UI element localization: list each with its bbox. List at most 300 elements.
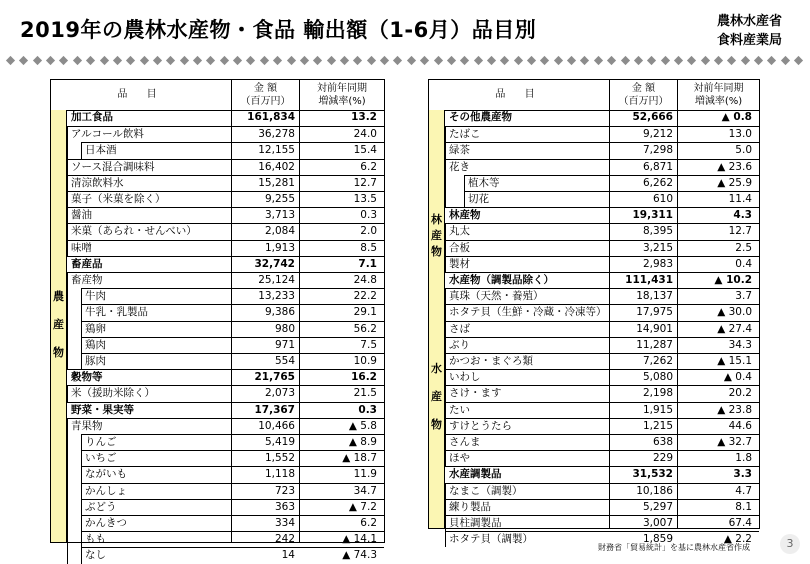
- divider-dot: [19, 56, 28, 65]
- item-name: 緑茶: [449, 144, 470, 157]
- category-band-agri-other: [429, 110, 445, 207]
- item-rate: 10.9: [353, 355, 377, 367]
- indent-line: [67, 434, 68, 450]
- item-name: 畜産品: [71, 257, 103, 270]
- indent-line: [67, 483, 68, 499]
- source-note: 財務省「貿易統計」を基に農林水産省作成: [598, 543, 750, 552]
- item-rate: ▲ 5.8: [348, 419, 377, 432]
- item-amount: 9,386: [264, 306, 295, 319]
- indent-line: [67, 159, 68, 175]
- item-rate: 16.2: [351, 371, 377, 384]
- item-name: さば: [449, 322, 470, 335]
- table-row: [81, 515, 384, 531]
- indent-line: [67, 288, 68, 304]
- item-rate: 24.8: [353, 274, 377, 286]
- table-row: [67, 240, 384, 256]
- table-row: [67, 402, 384, 418]
- table-row: [445, 385, 759, 401]
- divider-dot: [607, 56, 616, 65]
- item-amount: 7,298: [642, 144, 673, 157]
- divider-dot: [487, 56, 496, 65]
- item-name: 穀物等: [71, 371, 103, 384]
- item-name: かんきつ: [85, 517, 127, 529]
- indent-line: [67, 418, 68, 434]
- divider-dot: [99, 56, 108, 65]
- indent-line: [464, 191, 465, 207]
- indent-line: [67, 385, 68, 401]
- header-rate-label: 対前年同期: [317, 83, 367, 94]
- table-row: [81, 434, 384, 450]
- table-row: [81, 483, 384, 499]
- item-rate: 29.1: [353, 306, 377, 319]
- item-rate: 6.2: [360, 160, 377, 173]
- item-name: 真珠（天然・養殖）: [449, 290, 544, 303]
- divider-dot: [727, 56, 736, 65]
- item-amount: 2,073: [264, 387, 295, 400]
- page-number: 3: [780, 534, 800, 554]
- table-row: [464, 191, 759, 207]
- left-table: [50, 79, 385, 562]
- table-row: [445, 466, 759, 482]
- table-row: [445, 288, 759, 304]
- table-row: [81, 304, 384, 320]
- category-band-forest: [429, 207, 445, 272]
- item-rate: 8.5: [360, 241, 377, 254]
- item-rate: 12.7: [353, 176, 377, 189]
- table-row: [67, 223, 384, 239]
- item-amount: 242: [274, 533, 295, 546]
- item-amount: 610: [652, 193, 673, 205]
- header-rate-label: 対前年同期: [693, 83, 744, 94]
- item-amount: 31,532: [632, 468, 673, 481]
- indent-line: [445, 483, 446, 499]
- item-name: ホタテ貝（生鮮・冷蔵・冷凍等）: [449, 306, 607, 319]
- item-name: 加工食品: [71, 111, 113, 123]
- item-name: 清涼飲料水: [71, 176, 124, 189]
- indent-line: [445, 304, 446, 320]
- divider-dot: [594, 56, 603, 65]
- item-amount: 554: [274, 355, 295, 367]
- divider-dot: [687, 56, 696, 65]
- indent-line: [81, 337, 82, 353]
- item-name: 青果物: [71, 419, 103, 432]
- divider-dot: [767, 56, 776, 65]
- divider-dot: [754, 56, 763, 65]
- item-amount: 3,713: [264, 209, 295, 222]
- table-row: [445, 223, 759, 239]
- item-amount: 12,155: [258, 144, 295, 157]
- divider-dot: [6, 56, 15, 65]
- item-name: アルコール飲料: [71, 128, 144, 141]
- divider-dot: [714, 56, 723, 65]
- header-amount: [231, 80, 299, 110]
- item-amount: 32,742: [254, 257, 295, 270]
- item-rate: 34.7: [353, 484, 377, 497]
- indent-line: [81, 321, 82, 337]
- right-table-header: [429, 80, 759, 111]
- item-name: すけとうたら: [449, 419, 512, 432]
- item-amount: 52,666: [632, 111, 673, 123]
- item-rate: 7.5: [360, 338, 377, 351]
- indent-line: [81, 515, 82, 531]
- indent-line: [67, 272, 68, 288]
- table-row: [81, 321, 384, 337]
- indent-line: [67, 515, 68, 531]
- divider-dot: [514, 56, 523, 65]
- item-rate: 20.2: [728, 387, 752, 400]
- header-amount-label: 金 額: [253, 83, 278, 94]
- item-amount: 11,287: [636, 338, 673, 351]
- indent-line: [445, 191, 446, 207]
- table-row: [445, 272, 759, 288]
- item-rate: 22.2: [353, 290, 377, 303]
- indent-line: [81, 483, 82, 499]
- divider-dot: [46, 56, 55, 65]
- indent-line: [81, 547, 82, 563]
- right-table: [428, 79, 760, 546]
- table-row: [67, 272, 384, 288]
- table-row: [81, 531, 384, 547]
- item-name: 畜産物: [71, 274, 103, 286]
- item-rate: 5.0: [735, 144, 752, 157]
- item-rate: ▲ 0.8: [721, 111, 752, 123]
- table-row: [445, 369, 759, 385]
- table-row: [445, 515, 759, 531]
- header-rate: [299, 80, 384, 110]
- divider-dot: [327, 56, 336, 65]
- item-rate: 0.4: [735, 257, 752, 270]
- table-row: [81, 337, 384, 353]
- item-rate: ▲ 25.9: [717, 176, 752, 189]
- item-amount: 10,186: [636, 484, 673, 497]
- indent-line: [67, 175, 68, 191]
- item-name: いちご: [85, 452, 117, 465]
- item-rate: 34.3: [728, 338, 752, 351]
- item-name: たばこ: [449, 128, 481, 141]
- table-row: [67, 191, 384, 207]
- item-name: 花き: [449, 160, 470, 173]
- divider-dot: [420, 56, 429, 65]
- indent-line: [67, 353, 68, 369]
- item-name: 製材: [449, 257, 470, 270]
- item-name: りんご: [85, 436, 117, 448]
- table-row: [81, 142, 384, 158]
- item-amount: 3,215: [642, 241, 673, 254]
- band-fish-char-2: 産: [431, 390, 442, 403]
- item-name: 豚肉: [85, 355, 106, 367]
- item-amount: 5,080: [642, 371, 673, 384]
- indent-line: [67, 450, 68, 466]
- item-rate: 13.2: [351, 111, 377, 123]
- table-row: [81, 353, 384, 369]
- item-rate: 67.4: [728, 517, 752, 529]
- table-row: [464, 175, 759, 191]
- item-amount: 36,278: [258, 128, 295, 141]
- item-name: 醤油: [71, 209, 92, 222]
- item-amount: 5,419: [264, 436, 295, 448]
- table-row: [67, 256, 384, 272]
- indent-line: [81, 353, 82, 369]
- page-title: 2019年の農林水産物・食品 輸出額（1-6月）品目別: [20, 18, 537, 42]
- item-rate: 11.4: [728, 193, 752, 205]
- item-amount: 10,466: [258, 419, 295, 432]
- item-rate: 44.6: [728, 419, 752, 432]
- item-name: さんま: [449, 436, 481, 448]
- item-name: 水産調製品: [449, 468, 502, 481]
- table-row: [445, 418, 759, 434]
- divider-dot: [367, 56, 376, 65]
- item-rate: 4.7: [735, 484, 752, 497]
- indent-line: [67, 223, 68, 239]
- indent-line: [445, 256, 446, 272]
- table-row: [445, 402, 759, 418]
- divider-dot: [781, 56, 790, 65]
- item-name: ほや: [449, 452, 470, 465]
- item-amount: 13,233: [258, 290, 295, 303]
- divider-dot: [180, 56, 189, 65]
- item-name: 植木等: [468, 176, 500, 189]
- indent-line: [67, 126, 68, 142]
- item-amount: 3,007: [642, 517, 673, 529]
- item-name: たい: [449, 403, 470, 416]
- header-rate-unit: 増減率(%): [694, 96, 743, 107]
- item-amount: 6,871: [642, 160, 673, 173]
- divider-dot: [794, 56, 803, 65]
- indent-line: [445, 450, 446, 466]
- table-row: [67, 159, 384, 175]
- indent-line: [445, 223, 446, 239]
- item-rate: ▲ 30.0: [717, 306, 752, 319]
- indent-line: [445, 531, 446, 547]
- item-amount: 9,212: [642, 128, 673, 141]
- table-row: [445, 110, 759, 126]
- item-amount: 25,124: [258, 274, 295, 286]
- indent-line: [445, 499, 446, 515]
- item-name: 菓子（米菓を除く）: [71, 193, 166, 205]
- indent-line: [67, 321, 68, 337]
- item-amount: 980: [274, 322, 295, 335]
- divider-dot: [447, 56, 456, 65]
- table-row: [81, 450, 384, 466]
- divider-dot: [246, 56, 255, 65]
- divider-dot: [473, 56, 482, 65]
- item-rate: ▲ 74.3: [342, 549, 377, 562]
- divider-dot: [260, 56, 269, 65]
- table-row: [445, 483, 759, 499]
- indent-line: [445, 402, 446, 418]
- item-amount: 111,431: [625, 274, 673, 286]
- table-row: [445, 434, 759, 450]
- divider-dot: [393, 56, 402, 65]
- item-rate: 13.0: [728, 128, 752, 141]
- band-forest-char-2: 産: [431, 229, 442, 242]
- table-row: [67, 126, 384, 142]
- item-rate: 1.8: [735, 452, 752, 465]
- table-row: [445, 207, 759, 223]
- item-amount: 6,262: [642, 176, 673, 189]
- divider-dot: [126, 56, 135, 65]
- item-amount: 723: [274, 484, 295, 497]
- item-amount: 334: [274, 517, 295, 529]
- item-name: 野菜・果実等: [71, 403, 134, 416]
- table-row: [81, 547, 384, 563]
- org-ministry: 農林水産省: [716, 14, 782, 29]
- indent-line: [445, 321, 446, 337]
- divider-dot: [407, 56, 416, 65]
- divider-dot: [340, 56, 349, 65]
- item-name: ぶどう: [85, 500, 117, 513]
- divider-dot: [433, 56, 442, 65]
- indent-line: [81, 434, 82, 450]
- indent-line: [445, 353, 446, 369]
- indent-line: [67, 547, 68, 563]
- divider-dot: [620, 56, 629, 65]
- item-rate: 4.3: [733, 209, 752, 222]
- band-agri-char-1: 農: [53, 290, 64, 303]
- divider-dot: [193, 56, 202, 65]
- divider-dot: [634, 56, 643, 65]
- item-name: 日本酒: [85, 144, 117, 157]
- org-bureau: 食料産業局: [716, 33, 782, 48]
- header-amount: [609, 80, 677, 110]
- indent-line: [67, 240, 68, 256]
- indent-line: [67, 142, 68, 158]
- item-name: 練り製品: [449, 500, 491, 513]
- indent-line: [445, 159, 446, 175]
- item-rate: ▲ 15.1: [717, 355, 752, 367]
- table-row: [445, 450, 759, 466]
- item-rate: 11.9: [353, 468, 377, 481]
- indent-line: [81, 142, 82, 158]
- category-band-agri: [51, 110, 67, 542]
- item-rate: 56.2: [353, 322, 377, 335]
- divider-dot: [661, 56, 670, 65]
- indent-line: [445, 418, 446, 434]
- item-rate: ▲ 8.9: [348, 436, 377, 448]
- item-rate: 6.2: [360, 517, 377, 529]
- indent-line: [81, 531, 82, 547]
- item-name: 味噌: [71, 241, 92, 254]
- item-name: なし: [85, 549, 106, 562]
- header-item: 品 目: [495, 89, 543, 100]
- indent-line: [67, 207, 68, 223]
- indent-line: [81, 304, 82, 320]
- item-rate: 2.0: [360, 225, 377, 238]
- item-amount: 21,765: [254, 371, 295, 384]
- divider-dot: [527, 56, 536, 65]
- indent-line: [67, 466, 68, 482]
- item-amount: 15,281: [258, 176, 295, 189]
- item-name: その他農産物: [449, 111, 512, 123]
- indent-line: [445, 175, 446, 191]
- table-row: [67, 207, 384, 223]
- divider-dot: [59, 56, 68, 65]
- item-amount: 363: [274, 500, 295, 513]
- item-name: 米（援助米除く）: [71, 387, 155, 400]
- table-row: [81, 466, 384, 482]
- table-row: [67, 418, 384, 434]
- item-amount: 2,198: [642, 387, 673, 400]
- item-amount: 9,255: [264, 193, 295, 205]
- item-amount: 7,262: [642, 355, 673, 367]
- header-amount-label: 金 額: [631, 83, 656, 94]
- dotted-divider: [6, 56, 804, 66]
- item-name: 合板: [449, 241, 470, 254]
- item-amount: 2,084: [264, 225, 295, 238]
- item-amount: 8,395: [642, 225, 673, 238]
- divider-dot: [273, 56, 282, 65]
- divider-dot: [140, 56, 149, 65]
- table-row: [445, 304, 759, 320]
- item-rate: 8.1: [735, 500, 752, 513]
- item-rate: 0.3: [360, 209, 377, 222]
- divider-dot: [540, 56, 549, 65]
- indent-line: [445, 385, 446, 401]
- divider-dot: [220, 56, 229, 65]
- item-rate: ▲ 10.2: [714, 274, 752, 286]
- item-rate: ▲ 0.4: [723, 371, 752, 384]
- indent-line: [445, 288, 446, 304]
- item-amount: 14: [281, 549, 295, 562]
- divider-dot: [500, 56, 509, 65]
- indent-line: [445, 337, 446, 353]
- divider-dot: [701, 56, 710, 65]
- item-name: もも: [85, 533, 106, 546]
- item-rate: ▲ 27.4: [717, 322, 752, 335]
- item-amount: 1,552: [264, 452, 295, 465]
- indent-line: [445, 369, 446, 385]
- item-name: なまこ（調製）: [449, 484, 523, 497]
- table-row: [67, 110, 384, 126]
- divider-dot: [86, 56, 95, 65]
- item-amount: 1,215: [642, 419, 673, 432]
- divider-dot: [73, 56, 82, 65]
- divider-dot: [233, 56, 242, 65]
- indent-line: [445, 434, 446, 450]
- table-row: [81, 499, 384, 515]
- band-fish-char-3: 物: [431, 418, 442, 431]
- band-agri-char-3: 物: [53, 346, 64, 359]
- item-rate: ▲ 2.2: [723, 533, 752, 546]
- item-rate: 24.0: [353, 128, 377, 141]
- divider-dot: [206, 56, 215, 65]
- indent-line: [67, 499, 68, 515]
- item-amount: 14,901: [636, 322, 673, 335]
- header-amount-unit: （百万円）: [240, 96, 291, 107]
- item-rate: ▲ 32.7: [717, 436, 752, 448]
- indent-line: [445, 126, 446, 142]
- item-name: 鶏卵: [85, 322, 106, 335]
- divider-dot: [460, 56, 469, 65]
- item-rate: ▲ 18.7: [342, 452, 377, 465]
- item-name: 米菓（あられ・せんべい）: [71, 225, 197, 238]
- table-row: [445, 256, 759, 272]
- table-row: [445, 142, 759, 158]
- item-amount: 16,402: [258, 160, 295, 173]
- item-rate: 21.5: [353, 387, 377, 400]
- item-name: 水産物（調製品除く）: [449, 274, 554, 286]
- divider-dot: [554, 56, 563, 65]
- item-rate: 0.3: [358, 403, 377, 416]
- indent-line: [445, 142, 446, 158]
- divider-dot: [353, 56, 362, 65]
- item-name: 鶏肉: [85, 338, 106, 351]
- header-item: 品 目: [117, 89, 165, 100]
- table-row: [445, 499, 759, 515]
- item-rate: 13.5: [353, 193, 377, 205]
- item-name: かつお・まぐろ類: [449, 355, 533, 367]
- indent-line: [81, 499, 82, 515]
